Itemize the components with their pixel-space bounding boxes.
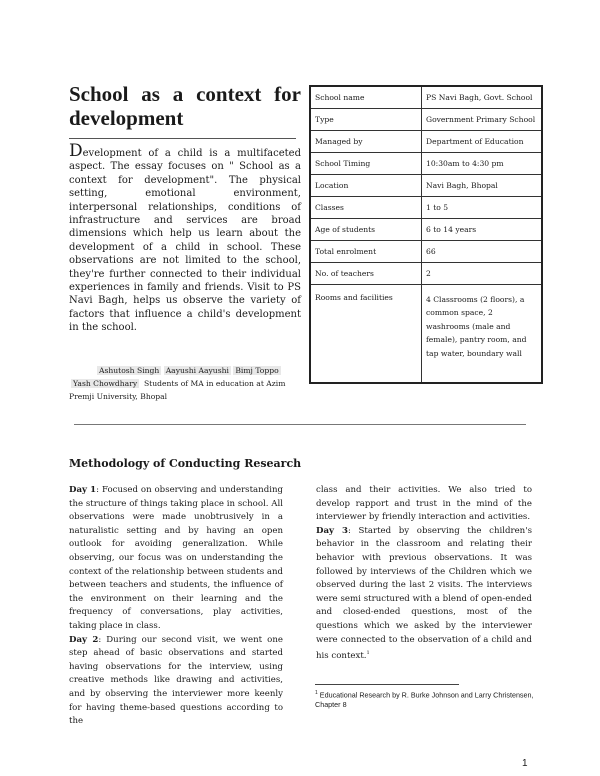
table-key: School name <box>310 86 422 108</box>
table-key: Age of students <box>310 218 422 240</box>
author-name: Aayushi Aayushi <box>165 366 229 375</box>
title-line-2: development <box>69 106 184 130</box>
author-name: Ashutosh Singh <box>99 366 160 375</box>
table-key: Managed by <box>310 130 422 152</box>
footnote-reference: 1 <box>366 650 370 657</box>
author-block <box>69 364 301 403</box>
author-name: Bimj Toppo <box>235 366 279 375</box>
title-divider <box>69 138 296 139</box>
article-title <box>69 82 301 130</box>
table-value: Department of Education <box>422 130 543 152</box>
table-value: 2 <box>422 262 543 284</box>
footnote-divider <box>315 684 459 685</box>
table-row <box>310 262 542 284</box>
section-heading: Methodology of Conducting Research <box>69 457 302 470</box>
table-row <box>310 284 542 383</box>
continued-paragraph <box>316 484 532 525</box>
left-column <box>69 484 283 729</box>
table-key: Classes <box>310 196 422 218</box>
section-divider <box>74 424 526 425</box>
table-value: PS Navi Bagh, Govt. School <box>422 86 543 108</box>
day1-paragraph <box>69 484 283 634</box>
table-row <box>310 108 542 130</box>
table-row <box>310 218 542 240</box>
author-name: Yash Chowdhary <box>73 379 138 388</box>
right-column <box>316 484 532 664</box>
table-key: School Timing <box>310 152 422 174</box>
table-key: Location <box>310 174 422 196</box>
day3-paragraph <box>316 525 532 664</box>
title-line-1: School as a context for <box>69 82 301 106</box>
day2-text: : During our second visit, we went one step ahead of basic observations and started having observations for the interview, using creative methods like drawing and activities, and by observing the interviewer more keenly for having theme-based questions according to the <box>69 634 283 727</box>
table-value: 4 Classrooms (2 floors), a common space, 2 washrooms (male and female), pantry room, and tap water, boundary wall <box>422 284 543 383</box>
table-value: Navi Bagh, Bhopal <box>422 174 543 196</box>
table-key: Type <box>310 108 422 130</box>
table-key: No. of teachers <box>310 262 422 284</box>
day2-label: Day 2 <box>69 634 99 645</box>
footnote-marker: 1 <box>315 690 318 696</box>
table-row <box>310 240 542 262</box>
page-number: 1 <box>522 758 528 769</box>
day1-label: Day 1 <box>69 485 97 495</box>
table-value: 10:30am to 4:30 pm <box>422 152 543 174</box>
drop-cap: D <box>69 141 83 161</box>
intro-paragraph <box>69 141 301 335</box>
day3-text: : Started by observing the children's behavior in the classroom and relating their behavior with previous observations. It was followed by interviews of the Children which we observed during the last 2 visits. The interviews were semi structured with a blend of open-ended and closed-ended questions, most of the questions which we asked by the interviewer were connected to the observation of a child and his context. <box>316 525 532 661</box>
day2-paragraph <box>69 634 283 729</box>
day3-label: Day 3 <box>316 525 348 536</box>
table-value: Government Primary School <box>422 108 543 130</box>
table-key: Rooms and facilities <box>310 284 422 383</box>
table-row <box>310 174 542 196</box>
table-row <box>310 152 542 174</box>
day1-text: : Focused on observing and understanding the structure of things taking place in school. All observations were made unobtrusively in a naturalistic setting and by having an open outlook for avoiding generalization. While observing, our focus was on understanding the context of the relationship between students and between teachers and students, the influence of the environment on their learning and the frequency of conversations, play activities, taking place in class. <box>69 485 283 631</box>
intro-text: evelopment of a child is a multifaceted aspect. The essay focuses on " School as a context for development". The physical setting, emotional environment, interpersonal relationships, conditions of infrastructure and services are broad dimensions which help us learn about the development of a child in school. These observations are not limited to the school, they're further connected to their individual experiences in family and friends. Visit to PS Navi Bagh, helps us observe the variety of factors that influence a child's development in the school. <box>69 148 301 334</box>
table-value: 66 <box>422 240 543 262</box>
table-row <box>310 130 542 152</box>
school-info-table <box>309 85 543 384</box>
table-value: 6 to 14 years <box>422 218 543 240</box>
continued-text: class and their activities. We also tried to develop rapport and trust in the mind of the interviewer by friendly interaction and activities. <box>316 485 532 523</box>
table-key: Total enrolment <box>310 240 422 262</box>
footnote <box>315 688 535 710</box>
table-row <box>310 86 542 108</box>
footnote-text: Educational Research by R. Burke Johnson and Larry Christensen, Chapter 8 <box>315 690 534 710</box>
author-affiliation: Students of MA in education at Azim Premji University, Bhopal <box>69 379 286 401</box>
table-row <box>310 196 542 218</box>
table-value: 1 to 5 <box>422 196 543 218</box>
